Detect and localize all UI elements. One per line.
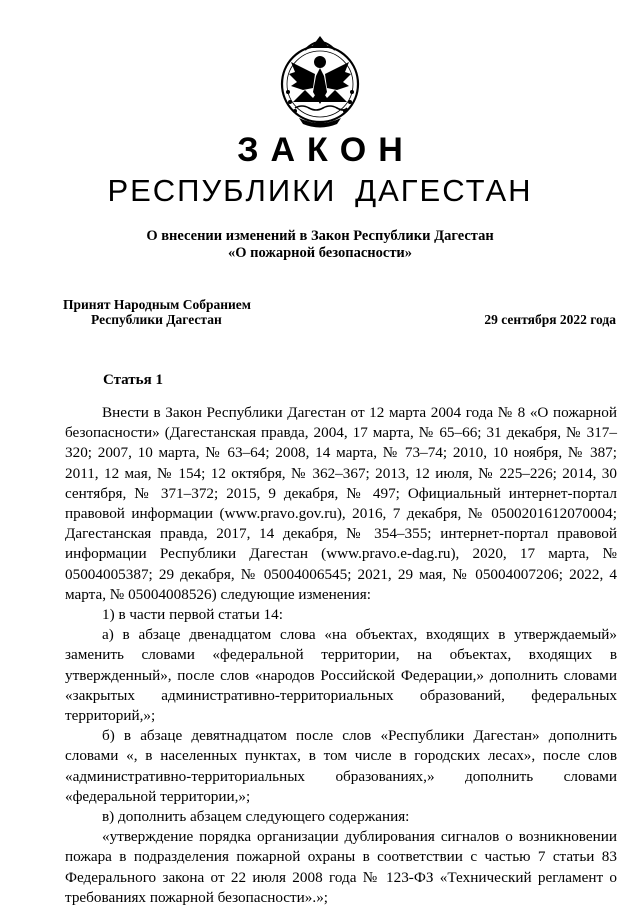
article-paragraph: 1) в части первой статьи 14: (102, 606, 283, 624)
article-paragraph: «утверждение порядка организации дублирования сигналов о возникновении пожара в подразделения пожарной охраны в соответствии с частью 7 статьи 83 Федерального закона от 22 июля 2008 года № 123-ФЗ «Технический регламент о требованиях пожарной безопасности».»; (65, 828, 617, 906)
adopted-by (63, 297, 251, 327)
republic-title: РЕСПУБЛИКИ ДАГЕСТАН (107, 173, 533, 208)
subject-line-2: «О пожарной безопасности» (227, 245, 413, 261)
law-subject (0, 228, 640, 262)
adoption-date: 29 сентября 2022 года (484, 312, 616, 327)
coat-of-arms-emblem (275, 32, 365, 130)
article-paragraph: а) в абзаце двенадцатом слова «на объектах, входящих в утверждаемый» заменить словами «федеральной территории, на объектах, входящих в утвержденный», после слов «народов Российской Федерации,» дополнить словами «закрытых административно-территориальных образований, федеральных территорий,»; (65, 626, 617, 725)
adopted-line-1: Принят Народным Собранием (63, 297, 251, 312)
article-paragraph: в) дополнить абзацем следующего содержания: (102, 808, 410, 826)
article-title: Статья 1 (103, 372, 163, 388)
adopted-line-2: Республики Дагестан (91, 312, 222, 327)
article-body (65, 403, 617, 908)
subject-line-1: О внесении изменений в Закон Республики Дагестан (146, 228, 494, 244)
article-paragraph: Внести в Закон Республики Дагестан от 12 марта 2004 года № 8 «О пожарной безопасности» (Дагестанская правда, 2004, 17 марта, № 65–66; 31 декабря, № 317–320; 2007, 10 марта, № 63–64; 2008, 14 марта, № 73–74; 2010, 10 ноября, № 387; 2011, 12 мая, № 154; 12 октября, № 362–367; 2013, 12 июля, № 225–226; 2014, 30 сентября, № 371–372; 2015, 9 декабря, № 497; Официальный интернет-портал правовой информации (www.pravo.gov.ru), 2016, 7 декабря, № 0500201612070004; Дагестанская правда, 2017, 14 декабря, № 354–355; интернет-портал правовой информации Республики Дагестан (www.pravo.e-dag.ru), 2020, 17 марта, № 05004005387; 29 декабря, № 05004006545; 2021, 29 мая, № 05004007206; 2022, 4 марта, № 05004008526) следующие изменения: (65, 404, 617, 603)
article-paragraph: б) в абзаце девятнадцатом после слов «Республики Дагестан» дополнить словами «, в населенных пунктах, в том числе в городских лесах», после слов «административно-территориальных образованиях,» дополнить словами «федеральной территории,»; (65, 727, 617, 805)
document-type-title: ЗАКОН (237, 131, 415, 169)
